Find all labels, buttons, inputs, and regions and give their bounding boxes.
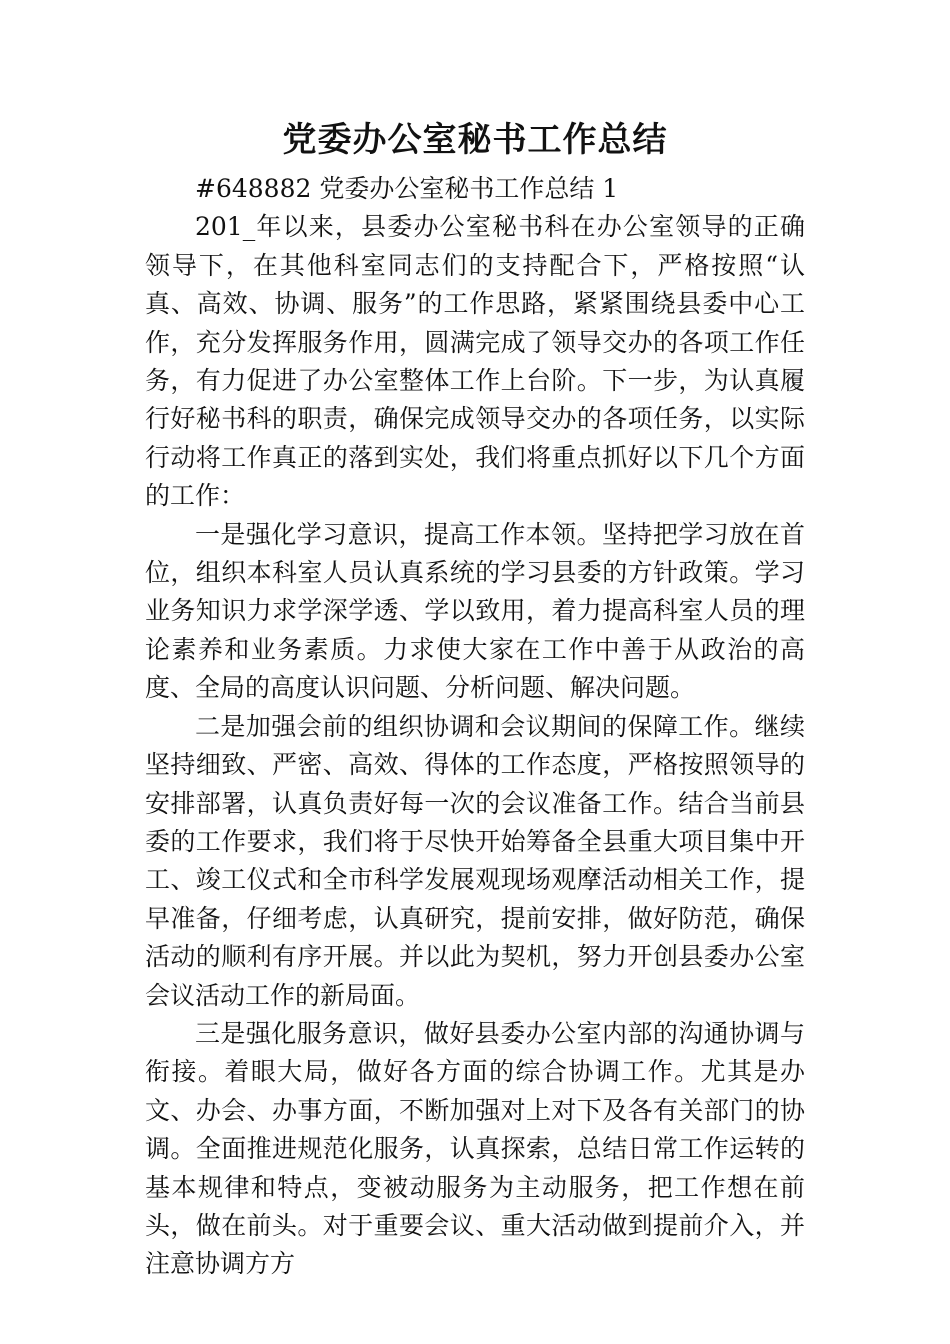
paragraph-point-three: 三是强化服务意识，做好县委办公室内部的沟通协调与衔接。着眼大局，做好各方面的综合协调工作。尤其是办文、办会、办事方面，不断加强对上对下及各有关部门的协调。全面推进规范化服务，认真探索，总结日常工作运转的基本规律和特点，变被动服务为主动服务，把工作想在前头，做在前头。对于重要会议、重大活动做到提前介入，并注意协调方方 — [145, 1018, 805, 1279]
paragraph-point-two: 二是加强会前的组织协调和会议期间的保障工作。继续坚持细致、严密、高效、得体的工作态度，严格按照领导的安排部署，认真负责好每一次的会议准备工作。结合当前县委的工作要求，我们将于尽快开始筹备全县重大项目集中开工、竣工仪式和全市科学发展观现场观摩活动相关工作，提早准备，仔细考虑，认真研究，提前安排，做好防范，确保活动的顺利有序开展。并以此为契机，努力开创县委办公室会议活动工作的新局面。 — [145, 711, 805, 1010]
document-body — [145, 170, 805, 1284]
paragraph-intro: 201_年以来，县委办公室秘书科在办公室领导的正确领导下，在其他科室同志们的支持配合下，严格按照“认真、高效、协调、服务”的工作思路，紧紧围绕县委中心工作，充分发挥服务作用，圆满完成了领导交办的各项工作任务，有力促进了办公室整体工作上台阶。下一步，为认真履行好秘书科的职责，确保完成领导交办的各项任务，以实际行动将工作真正的落到实处，我们将重点抓好以下几个方面的工作： — [145, 212, 805, 511]
document-subtitle: #648882 党委办公室秘书工作总结 1 — [195, 174, 619, 203]
document-title: 党委办公室秘书工作总结 — [282, 120, 668, 160]
paragraph-point-one: 一是强化学习意识，提高工作本领。坚持把学习放在首位，组织本科室人员认真系统的学习县委的方针政策。学习业务知识力求学深学透、学以致用，着力提高科室人员的理论素养和业务素质。力求使大家在工作中善于从政治的高度、全局的高度认识问题、分析问题、解决问题。 — [145, 519, 805, 703]
